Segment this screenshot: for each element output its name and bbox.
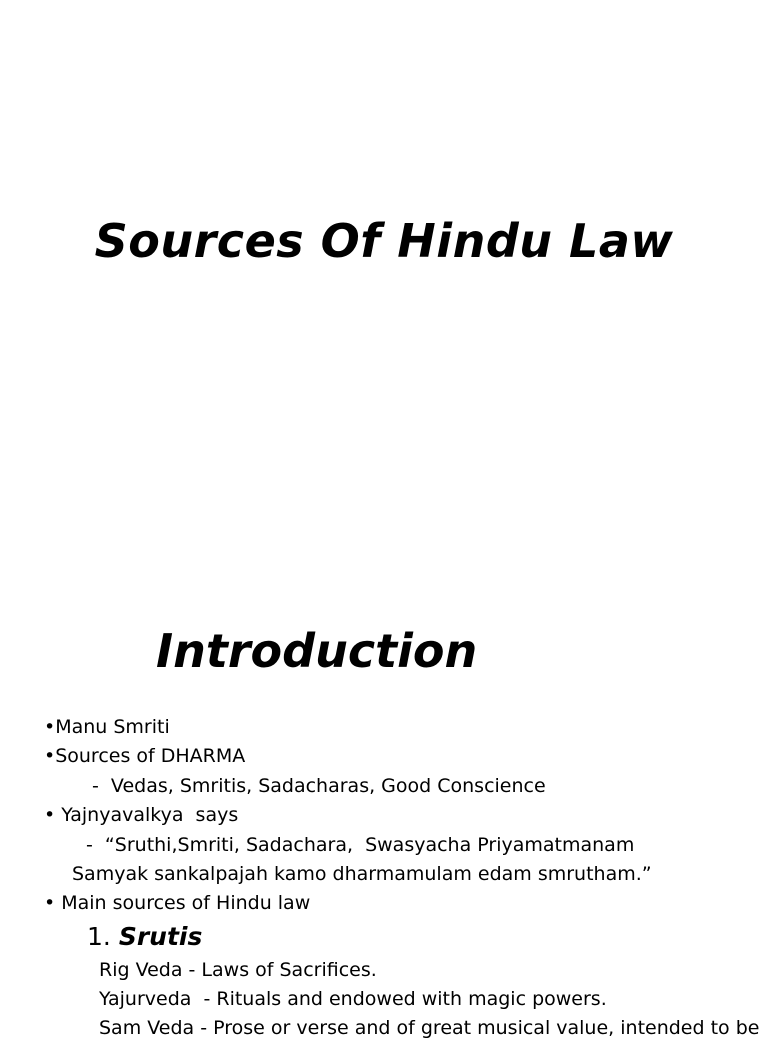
section-heading: Introduction	[156, 624, 478, 678]
rig-veda-line: Rig Veda - Laws of Sacrifices.	[99, 959, 377, 981]
quote-line-1: - “Sruthi,Smriti, Sadachara, Swasyacha Priyamatmanam	[86, 834, 635, 856]
bullet-main-sources: • Main sources of Hindu law	[44, 892, 311, 914]
list-number: 1.	[87, 922, 111, 951]
srutis-label: Srutis	[118, 922, 203, 951]
bullet-manu-smriti: •Manu Smriti	[44, 716, 170, 738]
sam-veda-line: Sam Veda - Prose or verse and of great musical value, intended to be	[99, 1017, 760, 1039]
bullet-yajnyavalkya: • Yajnyavalkya says	[44, 804, 239, 826]
yajurveda-line: Yajurveda - Rituals and endowed with magic powers.	[99, 988, 607, 1010]
slide-title: Sources Of Hindu Law	[94, 214, 674, 268]
sub-item-vedas: - Vedas, Smritis, Sadacharas, Good Conscience	[92, 775, 546, 797]
quote-line-2: Samyak sankalpajah kamo dharmamulam edam smrutham.”	[72, 863, 652, 885]
bullet-sources-of-dharma: •Sources of DHARMA	[44, 745, 246, 767]
numbered-heading-srutis	[87, 922, 202, 951]
